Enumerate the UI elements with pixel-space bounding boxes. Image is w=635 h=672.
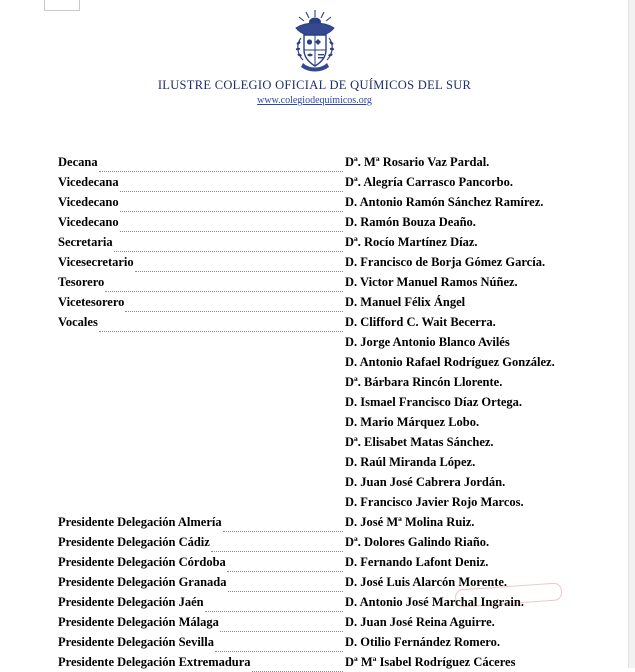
role-label: Vicesecretario	[58, 255, 134, 269]
person-name: Dª. Mª Rosario Vaz Pardal.	[345, 155, 490, 169]
person-name: Dª. Bárbara Rincón Llorente.	[345, 375, 503, 389]
dot-leader	[135, 260, 343, 272]
dot-leader	[220, 620, 343, 632]
dot-leader	[99, 160, 343, 172]
role-label: Presidente Delegación Sevilla	[58, 635, 214, 649]
role-label: Presidente Delegación Almería	[58, 515, 222, 529]
person-name: Dª. Alegría Carrasco Pancorbo.	[345, 175, 513, 189]
role-label: Presidente Delegación Extremadura	[58, 655, 251, 669]
roster-row	[58, 432, 578, 452]
person-name: D. Francisco Javier Rojo Marcos.	[345, 495, 524, 509]
dot-leader	[59, 401, 343, 412]
roster-row	[58, 592, 578, 612]
role-label: Presidente Delegación Málaga	[58, 615, 219, 629]
role-label: Presidente Delegación Cádiz	[58, 535, 210, 549]
dot-leader	[252, 660, 343, 672]
dot-leader	[125, 300, 343, 312]
person-name: D. Francisco de Borja Gómez García.	[345, 255, 546, 269]
roster-row	[58, 412, 578, 432]
roster-row	[58, 372, 578, 392]
coat-of-arms-icon	[284, 8, 346, 74]
dot-leader	[120, 200, 343, 212]
roster-row	[58, 292, 578, 312]
roster-row	[58, 392, 578, 412]
person-name: D. Victor Manuel Ramos Núñez.	[345, 275, 518, 289]
person-name: D. José Mª Molina Ruiz.	[345, 515, 475, 529]
roster-row	[58, 512, 578, 532]
person-name: Dª. Dolores Galindo Riaño.	[345, 535, 490, 549]
person-name: Dª. Rocío Martínez Díaz.	[345, 235, 478, 249]
dot-leader	[59, 381, 343, 392]
dot-leader	[99, 320, 343, 332]
role-label: Presidente Delegación Córdoba	[58, 555, 226, 569]
dot-leader	[120, 180, 343, 192]
person-name: D. Fernando Lafont Deniz.	[345, 555, 489, 569]
organization-website-link[interactable]: www.colegiodequímicos.org	[257, 95, 372, 106]
dot-leader	[227, 560, 343, 572]
dot-leader	[59, 441, 343, 452]
role-label: Tesorero	[58, 275, 105, 289]
roster-row	[58, 252, 578, 272]
roster-row	[58, 652, 578, 672]
roster-row	[58, 352, 578, 372]
roster-row	[58, 452, 578, 472]
roster-row	[58, 192, 578, 212]
roster-row	[58, 212, 578, 232]
roster-row	[58, 632, 578, 652]
dot-leader	[59, 501, 343, 512]
role-label: Secretaria	[58, 235, 113, 249]
organization-name: ILUSTRE COLEGIO OFICIAL DE QUÍMICOS DEL SUR	[157, 78, 472, 92]
person-name: D. Mario Márquez Lobo.	[345, 415, 480, 429]
person-name: D. Antonio Ramón Sánchez Ramírez.	[345, 195, 544, 209]
roster-row	[58, 152, 578, 172]
dot-leader	[211, 540, 343, 552]
roster-row	[58, 532, 578, 552]
dot-leader	[228, 580, 344, 592]
dot-leader	[205, 600, 343, 612]
role-label: Vocales	[58, 315, 98, 329]
roster-row	[58, 572, 578, 592]
dot-leader	[59, 341, 343, 352]
role-label: Presidente Delegación Granada	[58, 575, 227, 589]
person-name: D. Ismael Francisco Díaz Ortega.	[345, 395, 523, 409]
dot-leader	[120, 220, 343, 232]
role-label: Vicedecano	[58, 195, 119, 209]
person-name: Dª Mª Isabel Rodríguez Cáceres	[345, 655, 516, 669]
roster-row	[58, 552, 578, 572]
person-name: D. Raúl Miranda López.	[345, 455, 476, 469]
person-name: D. Ramón Bouza Deaño.	[345, 215, 476, 229]
person-name: D. Jorge Antonio Blanco Avilés	[345, 335, 510, 349]
dot-leader	[59, 461, 343, 472]
role-label: Decana	[58, 155, 98, 169]
dot-leader	[59, 361, 343, 372]
person-name: D. Juan José Reina Aguirre.	[345, 615, 495, 629]
roster-row	[58, 472, 578, 492]
person-name: Dª. Elisabet Matas Sánchez.	[345, 435, 494, 449]
role-label: Vicedecano	[58, 215, 119, 229]
dot-leader	[59, 481, 343, 492]
person-name: D. Manuel Félix Ángel	[345, 295, 466, 309]
document-header	[0, 8, 629, 106]
roster-row	[58, 612, 578, 632]
person-name: D. Antonio Rafael Rodríguez González.	[345, 355, 555, 369]
dot-leader	[114, 240, 343, 252]
dot-leader	[105, 280, 343, 292]
person-name: D. Otilio Fernández Romero.	[345, 635, 500, 649]
person-name: D. Antonio José Marchal Ingrain.	[345, 595, 524, 609]
dot-leader	[215, 640, 343, 652]
roster-row	[58, 332, 578, 352]
dot-leader	[223, 520, 343, 532]
roster-row	[58, 312, 578, 332]
roster-row	[58, 492, 578, 512]
officers-roster	[58, 152, 578, 672]
role-label: Presidente Delegación Jaén	[58, 595, 204, 609]
page-right-margin	[628, 0, 635, 668]
roster-row	[58, 272, 578, 292]
person-name: D. José Luis Alarcón Morente.	[345, 575, 508, 589]
roster-row	[58, 172, 578, 192]
role-label: Vicetesorero	[58, 295, 125, 309]
person-name: D. Clifford C. Wait Becerra.	[345, 315, 496, 329]
role-label: Vicedecana	[58, 175, 119, 189]
dot-leader	[59, 421, 343, 432]
roster-row	[58, 232, 578, 252]
person-name: D. Juan José Cabrera Jordán.	[345, 475, 506, 489]
